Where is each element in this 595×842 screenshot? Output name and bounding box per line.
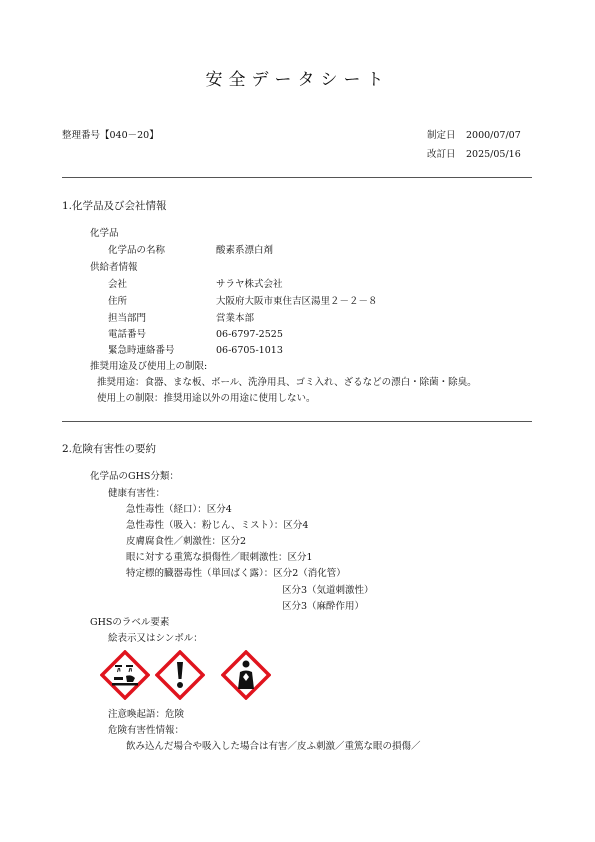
emergency-phone-label: 緊急時連絡番号 <box>108 345 175 356</box>
department-value: 営業本部 <box>216 313 255 324</box>
use-restriction: 使用上の制限：推奨用途以外の用途に使用しない。 <box>97 393 316 404</box>
supplier-heading: 供給者情報 <box>90 262 138 273</box>
hazard-class-item: 急性毒性（吸入：粉じん、ミスト）：区分4 <box>126 520 309 531</box>
hazard-class-item: 区分3（気道刺激性） <box>282 585 374 596</box>
company-value: サラヤ株式会社 <box>216 279 283 290</box>
recommended-use: 推奨用途：食器、まな板、ボール、洗浄用具、ゴミ入れ、ざるなどの漂白・除菌・除臭。 <box>97 377 477 388</box>
document-title: 安全データシート <box>205 70 390 90</box>
created-date: 2000/07/07 <box>466 130 521 141</box>
divider <box>62 177 532 178</box>
health-hazard-heading: 健康有害性： <box>108 488 166 499</box>
address-label: 住所 <box>108 296 128 307</box>
hazard-class-item: 急性毒性（経口）：区分4 <box>126 504 232 515</box>
corrosion-icon <box>100 650 150 700</box>
address-value: 大阪府大阪市東住吉区湯里２－２－８ <box>216 296 378 307</box>
company-label: 会社 <box>108 279 128 290</box>
signal-word: 注意喚起語：危険 <box>108 709 185 720</box>
department-label: 担当部門 <box>108 313 147 324</box>
created-label: 制定日 <box>427 130 456 141</box>
reference-number: 整理番号【040－20】 <box>62 130 159 141</box>
phone-value: 06-6797-2525 <box>216 329 283 340</box>
phone-label: 電話番号 <box>108 329 147 340</box>
hazard-class-item: 特定標的臓器毒性（単回ばく露）：区分2（消化管） <box>126 568 346 579</box>
hazard-class-item: 皮膚腐食性／刺激性：区分2 <box>126 536 247 547</box>
ghs-label-heading: GHSのラベル要素 <box>90 617 170 628</box>
health-hazard-icon <box>221 650 271 700</box>
hazard-statement: 飲み込んだ場合や吸入した場合は有害／皮ふ刺激／重篤な眼の損傷／ <box>126 741 421 752</box>
product-heading: 化学品 <box>90 228 119 239</box>
hazard-info-heading: 危険有害性情報： <box>108 725 185 736</box>
hazard-class-item: 区分3（麻酔作用） <box>282 601 365 612</box>
divider <box>62 421 532 422</box>
section1-heading: 1.化学品及び会社情報 <box>62 200 167 212</box>
ghs-classification-heading: 化学品のGHS分類： <box>90 471 179 482</box>
product-name-label: 化学品の名称 <box>108 245 166 256</box>
exclamation-icon <box>155 650 205 700</box>
emergency-phone-value: 06-6705-1013 <box>216 345 283 356</box>
symbol-heading: 絵表示又はシンボル： <box>108 633 203 644</box>
revised-date: 2025/05/16 <box>466 149 521 160</box>
use-heading: 推奨用途及び使用上の制限: <box>90 361 208 372</box>
section2-heading: 2.危険有害性の要約 <box>62 443 157 455</box>
revised-label: 改訂日 <box>427 149 456 160</box>
product-name: 酸素系漂白剤 <box>216 245 274 256</box>
hazard-class-item: 眼に対する重篤な損傷性／眼刺激性：区分1 <box>126 552 313 563</box>
